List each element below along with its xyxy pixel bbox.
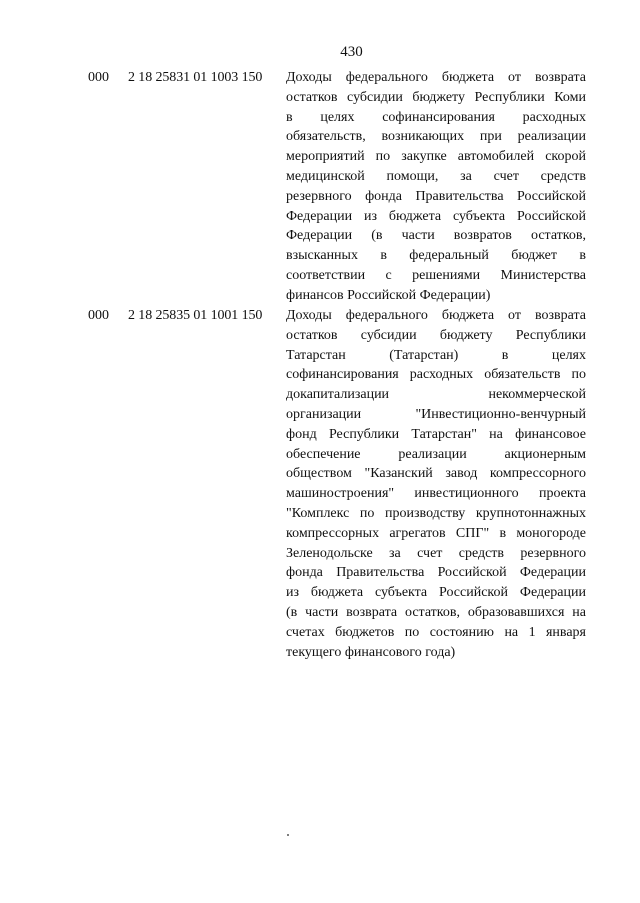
description-line: взысканных в федеральный бюджет в [286, 248, 586, 264]
description-line: мероприятий по закупке автомобилей скорой [286, 149, 586, 165]
description-line: обязательств, возникающих при реализации [286, 129, 586, 145]
description-line: компрессорных агрегатов СПГ" в моногороде [286, 525, 586, 541]
description-line: остатков субсидии бюджету Республики Коми [286, 89, 586, 105]
description-line: "Комплекс по производству крупнотоннажных [286, 505, 586, 521]
description-line: обществом "Казанский завод компрессорного [286, 466, 586, 482]
description-line: Татарстан (Татарстан) в целях [286, 347, 586, 363]
administrator-code: 000 [88, 308, 109, 323]
description-line: соответствии с решениями Министерства [286, 267, 586, 283]
administrator-code: 000 [88, 70, 109, 85]
description-line: текущего финансового года) [286, 644, 456, 660]
description-line: Доходы федерального бюджета от возврата [286, 308, 586, 323]
income-description [286, 306, 586, 662]
scan-speck [287, 834, 289, 836]
description-line: Доходы федерального бюджета от возврата [286, 70, 586, 85]
budget-classification-code: 2 18 25835 01 1001 150 [128, 308, 263, 323]
description-line: обеспечение реализации акционерным [286, 446, 586, 462]
description-line: фонда Правительства Российской Федерации [286, 565, 586, 581]
description-line: Федерации из бюджета субъекта Российской [286, 208, 586, 224]
description-line: (в части возврата остатков, образовавшихся на [286, 604, 586, 620]
description-line: из бюджета субъекта Российской Федерации [286, 585, 586, 601]
description-line: организации "Инвестиционно-венчурный [286, 406, 586, 422]
description-line: счетах бюджетов по состоянию на 1 января [286, 624, 586, 640]
description-line: в целях софинансирования расходных [286, 109, 586, 125]
description-line: фонд Республики Татарстан" на финансовое [286, 426, 586, 442]
description-line: машиностроения" инвестиционного проекта [286, 486, 586, 502]
description-line: Зеленодольске за счет средств резервного [286, 545, 586, 561]
description-line: медицинской помощи, за счет средств [286, 168, 586, 184]
budget-classification-code: 2 18 25831 01 1003 150 [128, 70, 263, 85]
description-line: докапитализации некоммерческой [286, 387, 586, 403]
description-line: софинансирования расходных обязательств по [286, 367, 586, 383]
income-description [286, 68, 586, 306]
description-line: финансов Российской Федерации) [286, 287, 491, 303]
page-number: 430 [340, 44, 363, 60]
description-line: остатков субсидии бюджету Республики [286, 327, 586, 343]
description-line: резервного фонда Правительства Российской [286, 188, 586, 204]
description-line: Федерации (в части возвратов остатков, [286, 228, 586, 244]
